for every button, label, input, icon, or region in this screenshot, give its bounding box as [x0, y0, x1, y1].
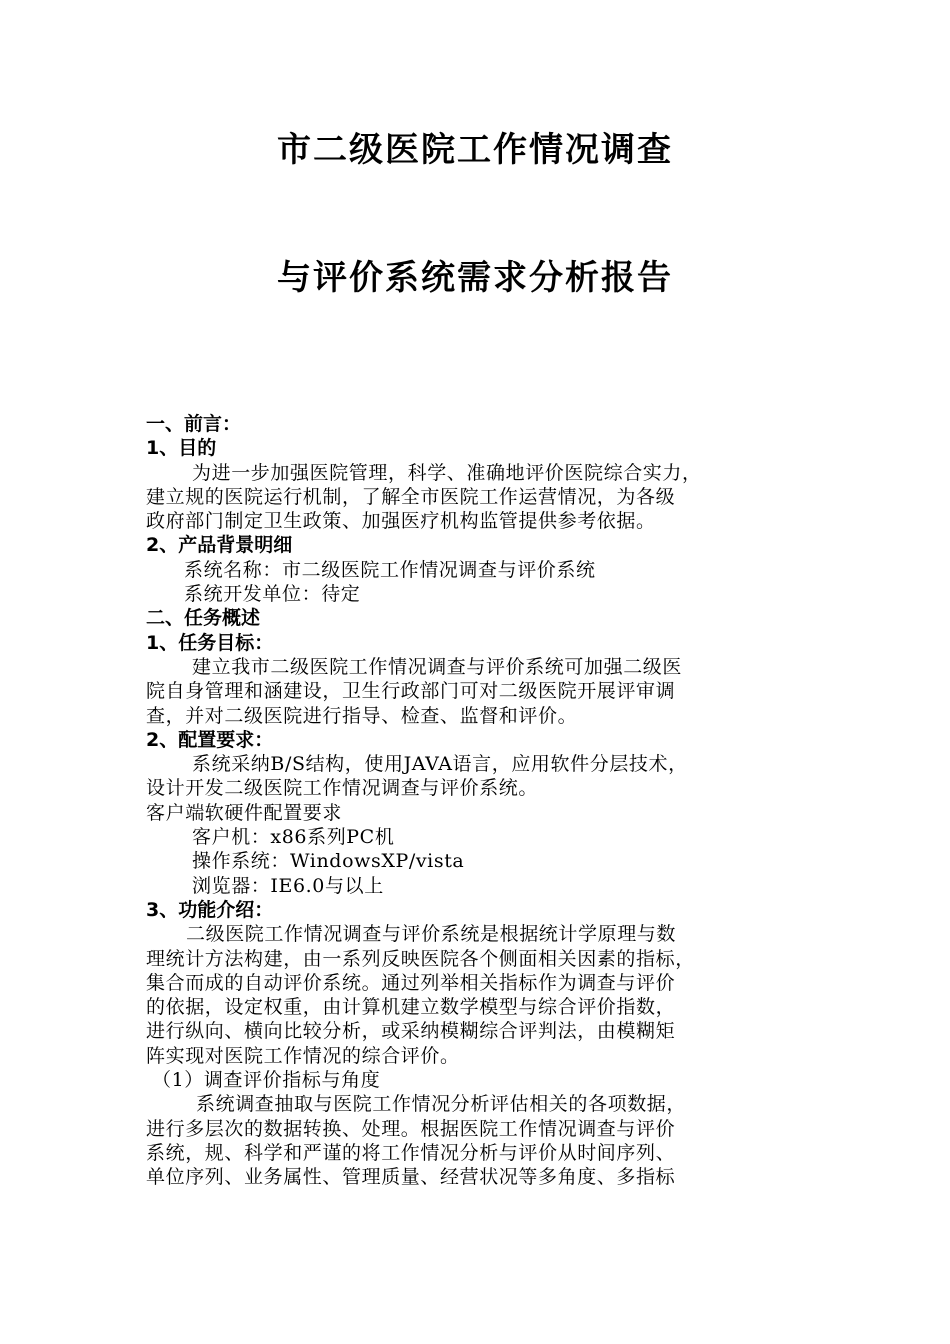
paragraph-line: 理统计方法构建，由一系列反映医院各个侧面相关因素的指标， [146, 947, 695, 970]
paragraph-line: 集合而成的自动评价系统。通过列举相关指标作为调查与评价 [146, 971, 676, 994]
config-item-os: 操作系统：WindowsXP/vista [192, 850, 465, 873]
paragraph-line: 查，并对二级医院进行指导、检查、监督和评价。 [146, 704, 578, 727]
config-item-browser: 浏览器：IE6.0与以上 [192, 874, 384, 897]
paragraph-line: 建立规的医院运行机制，了解全市医院工作运营情况，为各级 [146, 485, 676, 508]
paragraph-line: 建立我市二级医院工作情况调查与评价系统可加强二级医 [192, 655, 683, 678]
subheading-task-goal: 1、任务目标： [146, 631, 274, 654]
paragraph-line: 政府部门制定卫生政策、加强医疗机构监管提供参考依据。 [146, 510, 656, 533]
paragraph-line: 二级医院工作情况调查与评价系统是根据统计学原理与数 [186, 923, 677, 946]
paragraph-line: 系统调查抽取与医院工作情况分析评估相关的各项数据， [196, 1093, 687, 1116]
document-title-line-1: 市二级医院工作情况调查 [277, 130, 673, 170]
paragraph-line: 系统采纳B/S结构，使用JAVA语言，应用软件分层技术， [192, 753, 688, 776]
system-name-line: 系统名称：市二级医院工作情况调查与评价系统 [184, 558, 596, 581]
document-body [146, 412, 818, 1190]
paragraph-line: 院自身管理和涵建设，卫生行政部门可对二级医院开展评审调 [146, 680, 676, 703]
subsection-heading: （1）调查评价指标与角度 [152, 1069, 381, 1092]
paragraph-line: 设计开发二级医院工作情况调查与评价系统。 [146, 777, 539, 800]
section-heading-preface: 一、前言： [146, 413, 242, 435]
subheading-function-intro: 3、功能介绍： [146, 898, 274, 921]
section-heading-task-overview: 二、任务概述 [146, 607, 261, 630]
paragraph-line: 阵实现对医院工作情况的综合评价。 [146, 1044, 460, 1067]
subheading-config-requirements: 2、配置要求： [146, 728, 274, 751]
paragraph-line: 的依据，设定权重，由计算机建立数学模型与综合评价指数， [146, 996, 676, 1019]
paragraph-line: 系统，规、科学和严谨的将工作情况分析与评价从时间序列、 [146, 1141, 676, 1164]
paragraph-line: 进行多层次的数据转换、处理。根据医院工作情况调查与评价 [146, 1117, 676, 1140]
developer-line: 系统开发单位：待定 [184, 583, 361, 606]
paragraph-line: 单位序列、业务属性、管理质量、经营状况等多角度、多指标 [146, 1166, 676, 1189]
config-item-client: 客户机：x86系列PC机 [192, 826, 395, 849]
paragraph-line: 进行纵向、横向比较分析，或采纳模糊综合评判法，由模糊矩 [146, 1020, 676, 1043]
document-title-line-2: 与评价系统需求分析报告 [277, 258, 673, 298]
paragraph-line: 为进一步加强医院管理，科学、准确地评价医院综合实力， [192, 461, 702, 484]
paragraph-line: 客户端软硬件配置要求 [146, 801, 343, 824]
subheading-product-background: 2、产品背景明细 [146, 534, 293, 557]
subheading-purpose: 1、目的 [146, 437, 217, 460]
